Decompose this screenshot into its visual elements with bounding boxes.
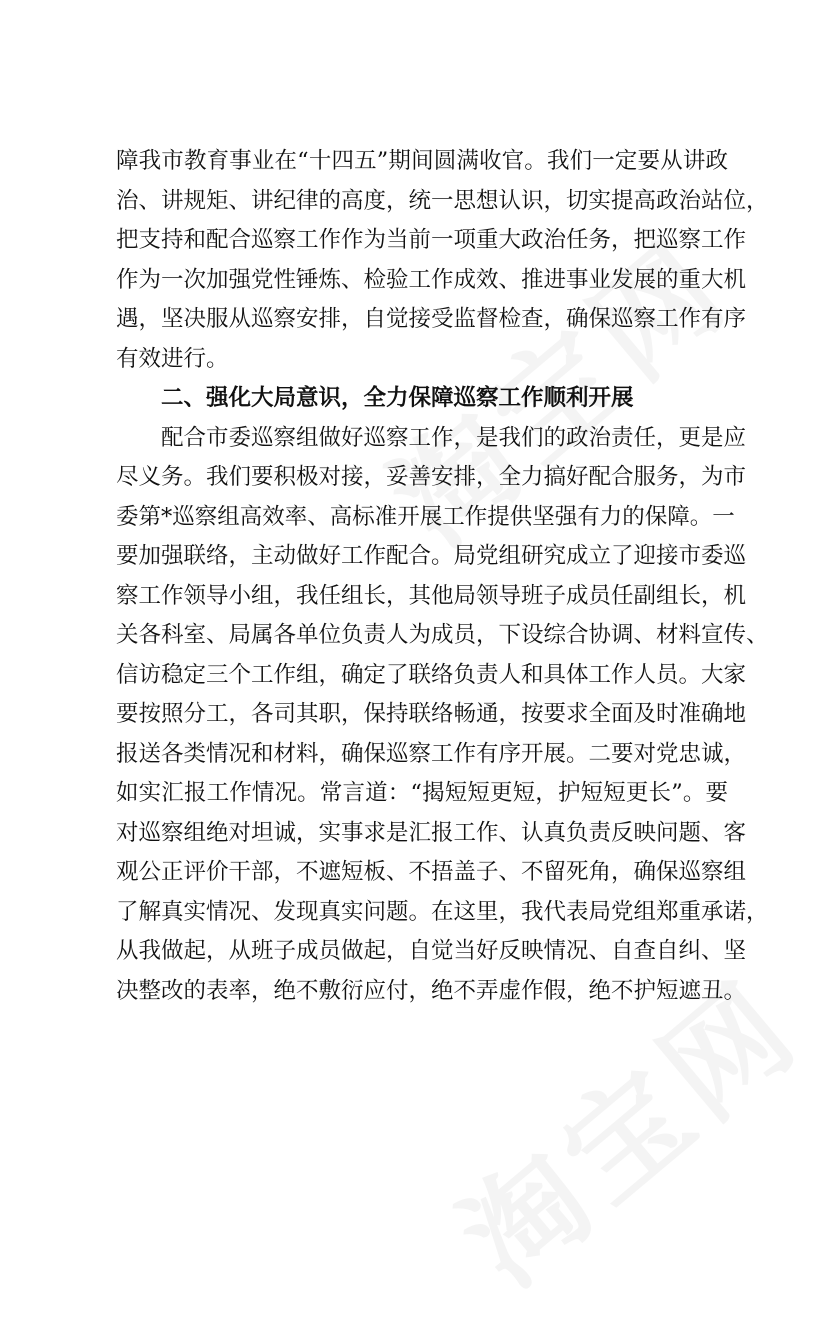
text-line: 配合市委巡察组做好巡察工作，是我们的政治责任，更是应 xyxy=(161,424,747,451)
text-line: 委第*巡察组高效率、高标准开展工作提供坚强有力的保障。一 xyxy=(116,503,735,530)
text-line: 决整改的表率，绝不敷衍应付，绝不弄虚作假，绝不护短遮丑。 xyxy=(116,977,747,1004)
text-line: 如实汇报工作情况。常言道：“揭短短更短，护短短更长”。要 xyxy=(116,780,728,806)
text-line: 察工作领导小组，我任组长，其他局领导班子成员任副组长，机 xyxy=(116,582,747,609)
text-line: 观公正评价干部，不遮短板、不捂盖子、不留死角，确保巡察组 xyxy=(116,859,747,885)
paragraph-1 xyxy=(116,142,769,379)
text-line: 把支持和配合巡察工作作为当前一项重大政治任务，把巡察工作 xyxy=(116,227,747,253)
text-line: 了解真实情况、发现真实问题。在这里，我代表局党组郑重承诺， xyxy=(116,898,769,925)
section-heading: 二、强化大局意识，全力保障巡察工作顺利开展 xyxy=(161,385,634,411)
text-line: 作为一次加强党性锤炼、检验工作成效、推进事业发展的重大机 xyxy=(116,266,747,293)
paragraph-2 xyxy=(116,419,769,1012)
text-line: 有效进行。 xyxy=(116,345,229,372)
body-text xyxy=(116,142,769,1011)
text-line: 关各科室、局属各单位负责人为成员，下设综合协调、材料宣传、 xyxy=(116,622,769,648)
text-line: 对巡察组绝对坦诚，实事求是汇报工作、认真负责反映问题、客 xyxy=(116,819,747,846)
text-line: 要加强联络，主动做好工作配合。局党组研究成立了迎接市委巡 xyxy=(116,543,747,569)
text-line: 要按照分工，各司其职，保持联络畅通，按要求全面及时准确地 xyxy=(116,701,747,727)
text-line: 信访稳定三个工作组，确定了联络负责人和具体工作人员。大家 xyxy=(116,661,747,688)
text-line: 尽义务。我们要积极对接，妥善安排，全力搞好配合服务，为市 xyxy=(116,464,747,490)
text-line: 治、讲规矩、讲纪律的高度，统一思想认识，切实提高政治站位， xyxy=(116,187,769,214)
text-line: 遇，坚决服从巡察安排，自觉接受监督检查，确保巡察工作有序 xyxy=(116,306,747,332)
text-line: 从我做起，从班子成员做起，自觉当好反映情况、自查自纠、坚 xyxy=(116,938,747,964)
text-line: 障我市教育事业在“十四五”期间圆满收官。我们一定要从讲政 xyxy=(116,148,728,174)
text-line: 报送各类情况和材料，确保巡察工作有序开展。二要对党忠诚， xyxy=(116,740,747,767)
